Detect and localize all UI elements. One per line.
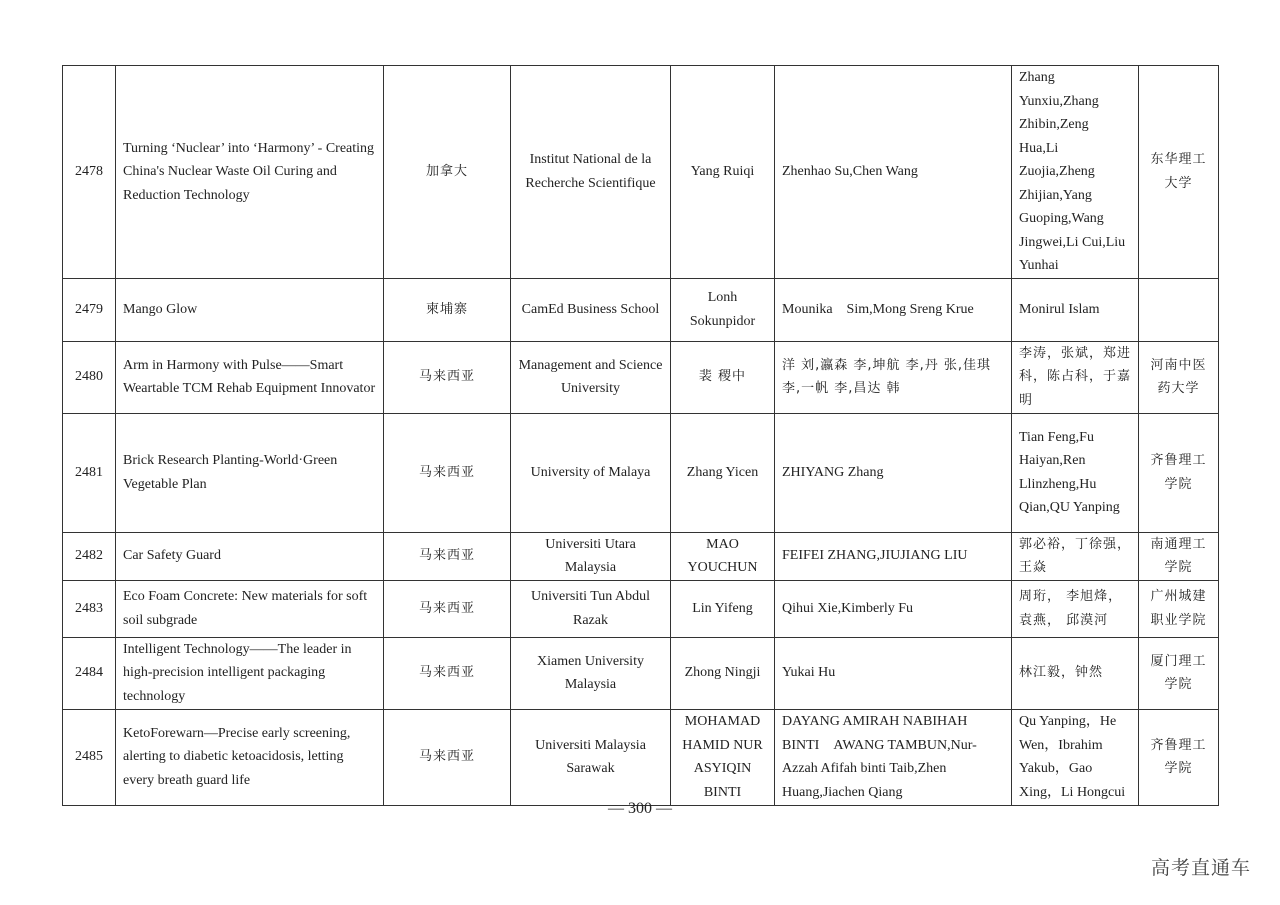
institution: 齐鲁理工学院: [1139, 413, 1219, 532]
team-leader: MOHAMAD HAMID NUR ASYIQIN BINTI: [671, 709, 775, 805]
team-members: DAYANG AMIRAH NABIHAH BINTI AWANG TAMBUN,Nur-Azzah Afifah binti Taib,Zhen Huang,Jiachen Qiang: [775, 709, 1012, 805]
school: Management and Science University: [511, 341, 671, 413]
watermark: 高考直通车: [1150, 857, 1251, 879]
entry-number: 2480: [63, 341, 116, 413]
team-members: Zhenhao Su,Chen Wang: [775, 66, 1012, 279]
table-row: [63, 637, 1219, 709]
table-row: [63, 413, 1219, 532]
project-title: Car Safety Guard: [116, 532, 384, 580]
institution: 齐鲁理工学院: [1139, 709, 1219, 805]
entry-number: 2478: [63, 66, 116, 279]
team-leader: MAO YOUCHUN: [671, 532, 775, 580]
advisors: 郭必裕，丁徐强，王焱: [1012, 532, 1139, 580]
team-leader: Lonh Sokunpidor: [671, 278, 775, 341]
project-title: Mango Glow: [116, 278, 384, 341]
advisors: 李涛，张斌，郑进科，陈占科，于嘉明: [1012, 341, 1139, 413]
country: 马来西亚: [384, 637, 511, 709]
award-list-table: [62, 65, 1219, 806]
entry-number: 2479: [63, 278, 116, 341]
entry-number: 2481: [63, 413, 116, 532]
team-members: Qihui Xie,Kimberly Fu: [775, 580, 1012, 637]
school: Xiamen University Malaysia: [511, 637, 671, 709]
project-title: KetoForewarn—Precise early screening, alerting to diabetic ketoacidosis, letting every breath guard life: [116, 709, 384, 805]
institution: 厦门理工学院: [1139, 637, 1219, 709]
country: 马来西亚: [384, 413, 511, 532]
school: CamEd Business School: [511, 278, 671, 341]
institution: [1139, 278, 1219, 341]
entry-number: 2482: [63, 532, 116, 580]
school: Universiti Malaysia Sarawak: [511, 709, 671, 805]
country: 马来西亚: [384, 532, 511, 580]
team-members: ZHIYANG Zhang: [775, 413, 1012, 532]
advisors: Qu Yanping，He Wen，Ibrahim Yakub，Gao Xing，Li Hongcui: [1012, 709, 1139, 805]
school: Universiti Tun Abdul Razak: [511, 580, 671, 637]
advisors: 周珩， 李旭烽，袁燕， 邱漠河: [1012, 580, 1139, 637]
country: 马来西亚: [384, 341, 511, 413]
entry-number: 2483: [63, 580, 116, 637]
project-title: Brick Research Planting-World·Green Vegetable Plan: [116, 413, 384, 532]
country: 马来西亚: [384, 709, 511, 805]
team-leader: Lin Yifeng: [671, 580, 775, 637]
team-members: FEIFEI ZHANG,JIUJIANG LIU: [775, 532, 1012, 580]
advisors: Zhang Yunxiu,Zhang Zhibin,Zeng Hua,Li Zuojia,Zheng Zhijian,Yang Guoping,Wang Jingwei,Li Cui,Liu Yunhai: [1012, 66, 1139, 279]
table-row: [63, 709, 1219, 805]
team-leader: 裴 稷中: [671, 341, 775, 413]
entry-number: 2485: [63, 709, 116, 805]
team-members: Mounika Sim,Mong Sreng Krue: [775, 278, 1012, 341]
project-title: Intelligent Technology——The leader in high-precision intelligent packaging technology: [116, 637, 384, 709]
entry-number: 2484: [63, 637, 116, 709]
team-leader: Zhong Ningji: [671, 637, 775, 709]
team-leader: Yang Ruiqi: [671, 66, 775, 279]
advisors: Monirul Islam: [1012, 278, 1139, 341]
advisors: 林江毅，钟然: [1012, 637, 1139, 709]
school: Universiti Utara Malaysia: [511, 532, 671, 580]
table-row: [63, 341, 1219, 413]
institution: 广州城建职业学院: [1139, 580, 1219, 637]
table-row: [63, 278, 1219, 341]
project-title: Turning ‘Nuclear’ into ‘Harmony’ - Creating China's Nuclear Waste Oil Curing and Reduction Technology: [116, 66, 384, 279]
school: University of Malaya: [511, 413, 671, 532]
team-members: 洋 刘,瀛森 李,坤航 李,丹 张,佳琪 李,一帆 李,昌达 韩: [775, 341, 1012, 413]
table-row: [63, 532, 1219, 580]
institution: 河南中医药大学: [1139, 341, 1219, 413]
project-title: Arm in Harmony with Pulse——Smart Weartable TCM Rehab Equipment Innovator: [116, 341, 384, 413]
country: 马来西亚: [384, 580, 511, 637]
advisors: Tian Feng,Fu Haiyan,Ren Llinzheng,Hu Qian,QU Yanping: [1012, 413, 1139, 532]
institution: 南通理工学院: [1139, 532, 1219, 580]
institution: 东华理工大学: [1139, 66, 1219, 279]
project-title: Eco Foam Concrete: New materials for soft soil subgrade: [116, 580, 384, 637]
country: 柬埔寨: [384, 278, 511, 341]
country: 加拿大: [384, 66, 511, 279]
table-row: [63, 66, 1219, 279]
team-members: Yukai Hu: [775, 637, 1012, 709]
table-row: [63, 580, 1219, 637]
page-number: — 300 —: [608, 800, 672, 817]
team-leader: Zhang Yicen: [671, 413, 775, 532]
school: Institut National de la Recherche Scientifique: [511, 66, 671, 279]
